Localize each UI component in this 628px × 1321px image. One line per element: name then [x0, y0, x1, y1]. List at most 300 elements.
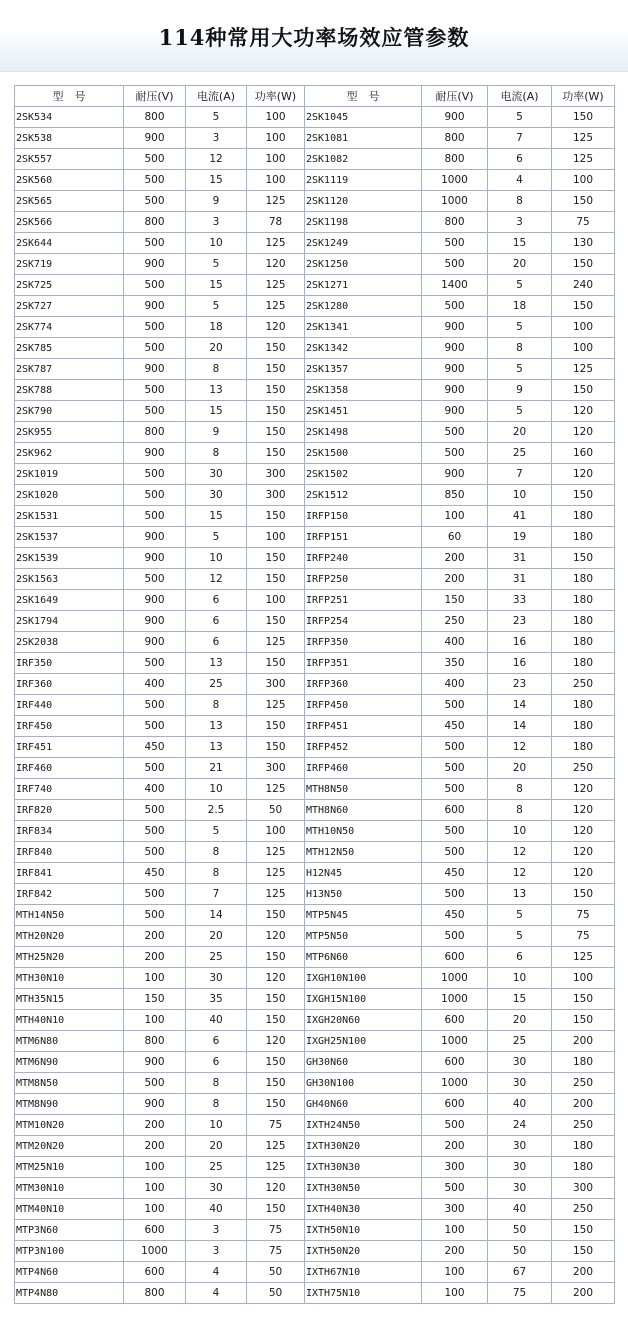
- cell-current: 21: [186, 758, 247, 779]
- cell-model: IRF460: [15, 758, 124, 779]
- cell-power: 125: [552, 128, 615, 149]
- table-row: [15, 149, 615, 170]
- cell-voltage: 600: [422, 1010, 488, 1031]
- cell-current: 15: [488, 233, 552, 254]
- cell-power: 150: [247, 1010, 305, 1031]
- table-row: [15, 548, 615, 569]
- table-row: [15, 611, 615, 632]
- cell-model: MTH35N15: [15, 989, 124, 1010]
- cell-model: IRF820: [15, 800, 124, 821]
- cell-power: 300: [552, 1178, 615, 1199]
- cell-current: 8: [186, 1073, 247, 1094]
- table-row: [15, 590, 615, 611]
- table-header-row: [15, 86, 615, 107]
- cell-voltage: 900: [422, 380, 488, 401]
- cell-power: 130: [552, 233, 615, 254]
- cell-model: IRFP251: [305, 590, 422, 611]
- cell-power: 240: [552, 275, 615, 296]
- table-row: [15, 968, 615, 989]
- cell-voltage: 100: [422, 1262, 488, 1283]
- cell-power: 150: [247, 1052, 305, 1073]
- cell-voltage: 600: [422, 947, 488, 968]
- cell-model: 2SK565: [15, 191, 124, 212]
- table-row: [15, 1115, 615, 1136]
- cell-power: 120: [552, 800, 615, 821]
- cell-current: 15: [186, 170, 247, 191]
- cell-model: IRFP151: [305, 527, 422, 548]
- cell-power: 150: [247, 947, 305, 968]
- cell-voltage: 450: [124, 737, 186, 758]
- cell-current: 41: [488, 506, 552, 527]
- cell-power: 120: [247, 1031, 305, 1052]
- cell-model: MTM6N80: [15, 1031, 124, 1052]
- cell-model: 2SK787: [15, 359, 124, 380]
- cell-power: 100: [247, 527, 305, 548]
- cell-voltage: 200: [124, 926, 186, 947]
- cell-power: 125: [247, 275, 305, 296]
- cell-current: 12: [488, 842, 552, 863]
- cell-current: 30: [488, 1052, 552, 1073]
- cell-voltage: 450: [124, 863, 186, 884]
- table-row: [15, 212, 615, 233]
- cell-model: 2SK1019: [15, 464, 124, 485]
- cell-model: 2SK566: [15, 212, 124, 233]
- cell-power: 150: [247, 548, 305, 569]
- cell-voltage: 900: [124, 527, 186, 548]
- table-row: [15, 107, 615, 128]
- cell-voltage: 900: [124, 1052, 186, 1073]
- cell-voltage: 400: [422, 632, 488, 653]
- cell-model: MTP4N60: [15, 1262, 124, 1283]
- table-row: [15, 569, 615, 590]
- cell-voltage: 900: [422, 338, 488, 359]
- cell-voltage: 500: [422, 926, 488, 947]
- cell-power: 150: [247, 1199, 305, 1220]
- cell-voltage: 500: [422, 758, 488, 779]
- cell-power: 120: [247, 968, 305, 989]
- cell-current: 16: [488, 632, 552, 653]
- cell-voltage: 1000: [124, 1241, 186, 1262]
- cell-power: 75: [552, 905, 615, 926]
- cell-voltage: 600: [422, 1052, 488, 1073]
- cell-power: 150: [552, 254, 615, 275]
- cell-current: 30: [488, 1178, 552, 1199]
- cell-voltage: 200: [124, 947, 186, 968]
- cell-current: 10: [186, 548, 247, 569]
- cell-model: IRFP150: [305, 506, 422, 527]
- cell-current: 30: [186, 968, 247, 989]
- cell-model: 2SK1081: [305, 128, 422, 149]
- cell-power: 300: [247, 758, 305, 779]
- table-row: [15, 632, 615, 653]
- cell-power: 100: [552, 317, 615, 338]
- cell-current: 7: [488, 128, 552, 149]
- table-row: [15, 1262, 615, 1283]
- cell-model: MTH8N50: [305, 779, 422, 800]
- title-bar: [0, 0, 628, 72]
- cell-voltage: 500: [124, 800, 186, 821]
- cell-model: 2SK1512: [305, 485, 422, 506]
- cell-power: 150: [552, 1241, 615, 1262]
- cell-current: 5: [488, 107, 552, 128]
- table-row: [15, 506, 615, 527]
- cell-voltage: 300: [422, 1157, 488, 1178]
- cell-voltage: 800: [422, 128, 488, 149]
- cell-model: 2SK1357: [305, 359, 422, 380]
- cell-power: 300: [247, 485, 305, 506]
- cell-current: 6: [488, 947, 552, 968]
- table-row: [15, 716, 615, 737]
- cell-power: 180: [552, 695, 615, 716]
- cell-voltage: 500: [422, 842, 488, 863]
- cell-model: 2SK788: [15, 380, 124, 401]
- cell-voltage: 250: [422, 611, 488, 632]
- cell-power: 120: [552, 821, 615, 842]
- cell-power: 200: [552, 1283, 615, 1304]
- cell-current: 14: [488, 695, 552, 716]
- cell-model: IRF842: [15, 884, 124, 905]
- cell-power: 250: [552, 674, 615, 695]
- cell-voltage: 800: [124, 107, 186, 128]
- cell-power: 250: [552, 1199, 615, 1220]
- cell-power: 150: [247, 443, 305, 464]
- cell-model: 2SK1280: [305, 296, 422, 317]
- cell-current: 3: [186, 1220, 247, 1241]
- table-row: [15, 128, 615, 149]
- cell-model: IXTH50N10: [305, 1220, 422, 1241]
- cell-current: 18: [488, 296, 552, 317]
- cell-model: 2SK774: [15, 317, 124, 338]
- cell-current: 14: [488, 716, 552, 737]
- cell-current: 75: [488, 1283, 552, 1304]
- cell-power: 120: [247, 926, 305, 947]
- cell-power: 180: [552, 590, 615, 611]
- cell-current: 23: [488, 611, 552, 632]
- cell-current: 25: [186, 947, 247, 968]
- table-row: [15, 695, 615, 716]
- cell-voltage: 500: [124, 275, 186, 296]
- cell-voltage: 100: [124, 968, 186, 989]
- header-model: 型 号: [15, 86, 124, 107]
- table-row: [15, 1136, 615, 1157]
- cell-voltage: 800: [124, 422, 186, 443]
- cell-power: 125: [552, 947, 615, 968]
- cell-current: 35: [186, 989, 247, 1010]
- table-row: [15, 989, 615, 1010]
- cell-model: IRF840: [15, 842, 124, 863]
- cell-voltage: 500: [124, 170, 186, 191]
- cell-current: 6: [186, 590, 247, 611]
- cell-power: 50: [247, 800, 305, 821]
- cell-current: 13: [186, 653, 247, 674]
- cell-model: 2SK1358: [305, 380, 422, 401]
- cell-voltage: 1000: [422, 191, 488, 212]
- cell-voltage: 350: [422, 653, 488, 674]
- cell-current: 4: [488, 170, 552, 191]
- cell-voltage: 450: [422, 905, 488, 926]
- cell-power: 250: [552, 758, 615, 779]
- cell-voltage: 450: [422, 863, 488, 884]
- cell-voltage: 500: [422, 233, 488, 254]
- cell-current: 5: [186, 107, 247, 128]
- cell-voltage: 500: [124, 317, 186, 338]
- cell-model: 2SK790: [15, 401, 124, 422]
- cell-model: 2SK1271: [305, 275, 422, 296]
- table-row: [15, 842, 615, 863]
- cell-power: 50: [247, 1262, 305, 1283]
- cell-model: IXTH67N10: [305, 1262, 422, 1283]
- cell-current: 7: [488, 464, 552, 485]
- cell-current: 8: [186, 1094, 247, 1115]
- cell-model: 2SK727: [15, 296, 124, 317]
- cell-voltage: 500: [124, 464, 186, 485]
- cell-voltage: 500: [422, 443, 488, 464]
- cell-voltage: 150: [124, 989, 186, 1010]
- cell-power: 120: [247, 1178, 305, 1199]
- cell-current: 12: [488, 737, 552, 758]
- table-row: [15, 296, 615, 317]
- cell-current: 18: [186, 317, 247, 338]
- cell-power: 100: [247, 128, 305, 149]
- cell-power: 150: [552, 191, 615, 212]
- cell-voltage: 900: [124, 128, 186, 149]
- cell-model: 2SK1082: [305, 149, 422, 170]
- cell-voltage: 1000: [422, 1073, 488, 1094]
- cell-current: 5: [488, 275, 552, 296]
- cell-power: 200: [552, 1262, 615, 1283]
- cell-current: 15: [186, 401, 247, 422]
- table-row: [15, 800, 615, 821]
- cell-power: 150: [247, 569, 305, 590]
- cell-model: MTP5N45: [305, 905, 422, 926]
- page-title: 114种常用大功率场效应管参数: [158, 25, 470, 50]
- cell-model: IRF450: [15, 716, 124, 737]
- cell-current: 25: [488, 443, 552, 464]
- cell-model: 2SK725: [15, 275, 124, 296]
- cell-model: IXGH10N100: [305, 968, 422, 989]
- cell-current: 30: [488, 1136, 552, 1157]
- cell-current: 5: [186, 254, 247, 275]
- cell-current: 20: [488, 758, 552, 779]
- cell-power: 150: [247, 506, 305, 527]
- cell-model: 2SK644: [15, 233, 124, 254]
- cell-voltage: 200: [422, 569, 488, 590]
- cell-voltage: 500: [124, 485, 186, 506]
- cell-current: 9: [186, 191, 247, 212]
- cell-power: 250: [552, 1115, 615, 1136]
- cell-voltage: 500: [124, 758, 186, 779]
- table-row: [15, 191, 615, 212]
- cell-voltage: 100: [422, 1220, 488, 1241]
- cell-voltage: 600: [422, 800, 488, 821]
- table-row: [15, 905, 615, 926]
- cell-model: IRFP351: [305, 653, 422, 674]
- cell-model: IRF451: [15, 737, 124, 758]
- cell-model: 2SK1537: [15, 527, 124, 548]
- cell-voltage: 500: [422, 1178, 488, 1199]
- table-row: [15, 821, 615, 842]
- cell-power: 75: [247, 1241, 305, 1262]
- cell-current: 40: [186, 1199, 247, 1220]
- cell-power: 100: [552, 338, 615, 359]
- cell-model: MTH14N50: [15, 905, 124, 926]
- cell-model: 2SK1451: [305, 401, 422, 422]
- table-body: [15, 107, 615, 1304]
- cell-power: 150: [247, 1094, 305, 1115]
- cell-current: 67: [488, 1262, 552, 1283]
- cell-power: 120: [552, 422, 615, 443]
- cell-current: 40: [488, 1199, 552, 1220]
- cell-model: MTP3N100: [15, 1241, 124, 1262]
- cell-model: 2SK538: [15, 128, 124, 149]
- cell-voltage: 200: [422, 1241, 488, 1262]
- cell-voltage: 500: [124, 569, 186, 590]
- cell-voltage: 500: [124, 149, 186, 170]
- cell-voltage: 1000: [422, 170, 488, 191]
- table-row: [15, 485, 615, 506]
- cell-model: MTM20N20: [15, 1136, 124, 1157]
- cell-current: 15: [186, 275, 247, 296]
- table-row: [15, 1157, 615, 1178]
- cell-voltage: 500: [124, 506, 186, 527]
- cell-current: 20: [186, 926, 247, 947]
- table-row: [15, 884, 615, 905]
- header-voltage: 耐压(V): [124, 86, 186, 107]
- cell-current: 13: [186, 380, 247, 401]
- cell-power: 120: [552, 401, 615, 422]
- cell-current: 4: [186, 1283, 247, 1304]
- cell-current: 31: [488, 548, 552, 569]
- cell-current: 3: [186, 212, 247, 233]
- cell-power: 125: [247, 695, 305, 716]
- cell-voltage: 1000: [422, 968, 488, 989]
- table-row: [15, 1073, 615, 1094]
- cell-model: 2SK1119: [305, 170, 422, 191]
- cell-model: MTM6N90: [15, 1052, 124, 1073]
- cell-current: 25: [488, 1031, 552, 1052]
- table-row: [15, 254, 615, 275]
- cell-power: 78: [247, 212, 305, 233]
- cell-current: 10: [186, 779, 247, 800]
- cell-voltage: 600: [124, 1220, 186, 1241]
- cell-model: 2SK1020: [15, 485, 124, 506]
- cell-voltage: 900: [422, 359, 488, 380]
- cell-current: 5: [488, 359, 552, 380]
- cell-model: MTM8N90: [15, 1094, 124, 1115]
- cell-model: 2SK1198: [305, 212, 422, 233]
- cell-current: 5: [488, 401, 552, 422]
- cell-current: 30: [488, 1157, 552, 1178]
- cell-model: 2SK1531: [15, 506, 124, 527]
- cell-current: 20: [488, 422, 552, 443]
- cell-power: 120: [247, 317, 305, 338]
- cell-voltage: 1400: [422, 275, 488, 296]
- cell-voltage: 100: [124, 1157, 186, 1178]
- table-row: [15, 674, 615, 695]
- cell-voltage: 60: [422, 527, 488, 548]
- table-row: [15, 443, 615, 464]
- cell-voltage: 900: [124, 548, 186, 569]
- cell-voltage: 900: [422, 107, 488, 128]
- cell-current: 13: [186, 737, 247, 758]
- cell-current: 10: [186, 233, 247, 254]
- cell-current: 9: [186, 422, 247, 443]
- cell-model: 2SK1794: [15, 611, 124, 632]
- cell-model: IRF740: [15, 779, 124, 800]
- table-row: [15, 464, 615, 485]
- cell-power: 120: [552, 842, 615, 863]
- cell-model: MTP4N80: [15, 1283, 124, 1304]
- cell-power: 150: [552, 884, 615, 905]
- cell-current: 23: [488, 674, 552, 695]
- table-row: [15, 737, 615, 758]
- table-row: [15, 527, 615, 548]
- cell-current: 4: [186, 1262, 247, 1283]
- cell-voltage: 500: [124, 695, 186, 716]
- cell-power: 125: [247, 191, 305, 212]
- cell-current: 8: [488, 338, 552, 359]
- cell-current: 12: [186, 149, 247, 170]
- cell-model: IXTH30N20: [305, 1136, 422, 1157]
- cell-model: 2SK1045: [305, 107, 422, 128]
- cell-current: 31: [488, 569, 552, 590]
- cell-model: 2SK560: [15, 170, 124, 191]
- cell-current: 30: [186, 485, 247, 506]
- cell-voltage: 200: [124, 1115, 186, 1136]
- header-current: 电流(A): [186, 86, 247, 107]
- cell-model: IXGH15N100: [305, 989, 422, 1010]
- cell-power: 150: [552, 380, 615, 401]
- cell-model: GH30N100: [305, 1073, 422, 1094]
- cell-current: 19: [488, 527, 552, 548]
- cell-current: 24: [488, 1115, 552, 1136]
- cell-current: 5: [488, 905, 552, 926]
- cell-current: 30: [186, 464, 247, 485]
- table-row: [15, 1052, 615, 1073]
- cell-current: 8: [186, 695, 247, 716]
- cell-model: MTM10N20: [15, 1115, 124, 1136]
- cell-current: 8: [488, 191, 552, 212]
- cell-model: 2SK1342: [305, 338, 422, 359]
- cell-power: 150: [247, 905, 305, 926]
- header-model: 型 号: [305, 86, 422, 107]
- cell-current: 14: [186, 905, 247, 926]
- cell-power: 150: [552, 989, 615, 1010]
- cell-voltage: 400: [124, 779, 186, 800]
- cell-model: MTH30N10: [15, 968, 124, 989]
- cell-model: IRF834: [15, 821, 124, 842]
- cell-power: 200: [552, 1031, 615, 1052]
- cell-model: MTH20N20: [15, 926, 124, 947]
- cell-voltage: 500: [124, 842, 186, 863]
- cell-voltage: 800: [422, 212, 488, 233]
- cell-power: 125: [247, 1136, 305, 1157]
- header-power: 功率(W): [552, 86, 615, 107]
- cell-power: 100: [247, 590, 305, 611]
- cell-model: 2SK785: [15, 338, 124, 359]
- table-row: [15, 170, 615, 191]
- cell-model: 2SK955: [15, 422, 124, 443]
- cell-power: 120: [552, 464, 615, 485]
- cell-current: 3: [488, 212, 552, 233]
- table-row: [15, 380, 615, 401]
- cell-model: 2SK557: [15, 149, 124, 170]
- cell-voltage: 900: [124, 611, 186, 632]
- cell-model: 2SK1539: [15, 548, 124, 569]
- cell-current: 10: [186, 1115, 247, 1136]
- cell-model: IXTH50N20: [305, 1241, 422, 1262]
- cell-model: MTP6N60: [305, 947, 422, 968]
